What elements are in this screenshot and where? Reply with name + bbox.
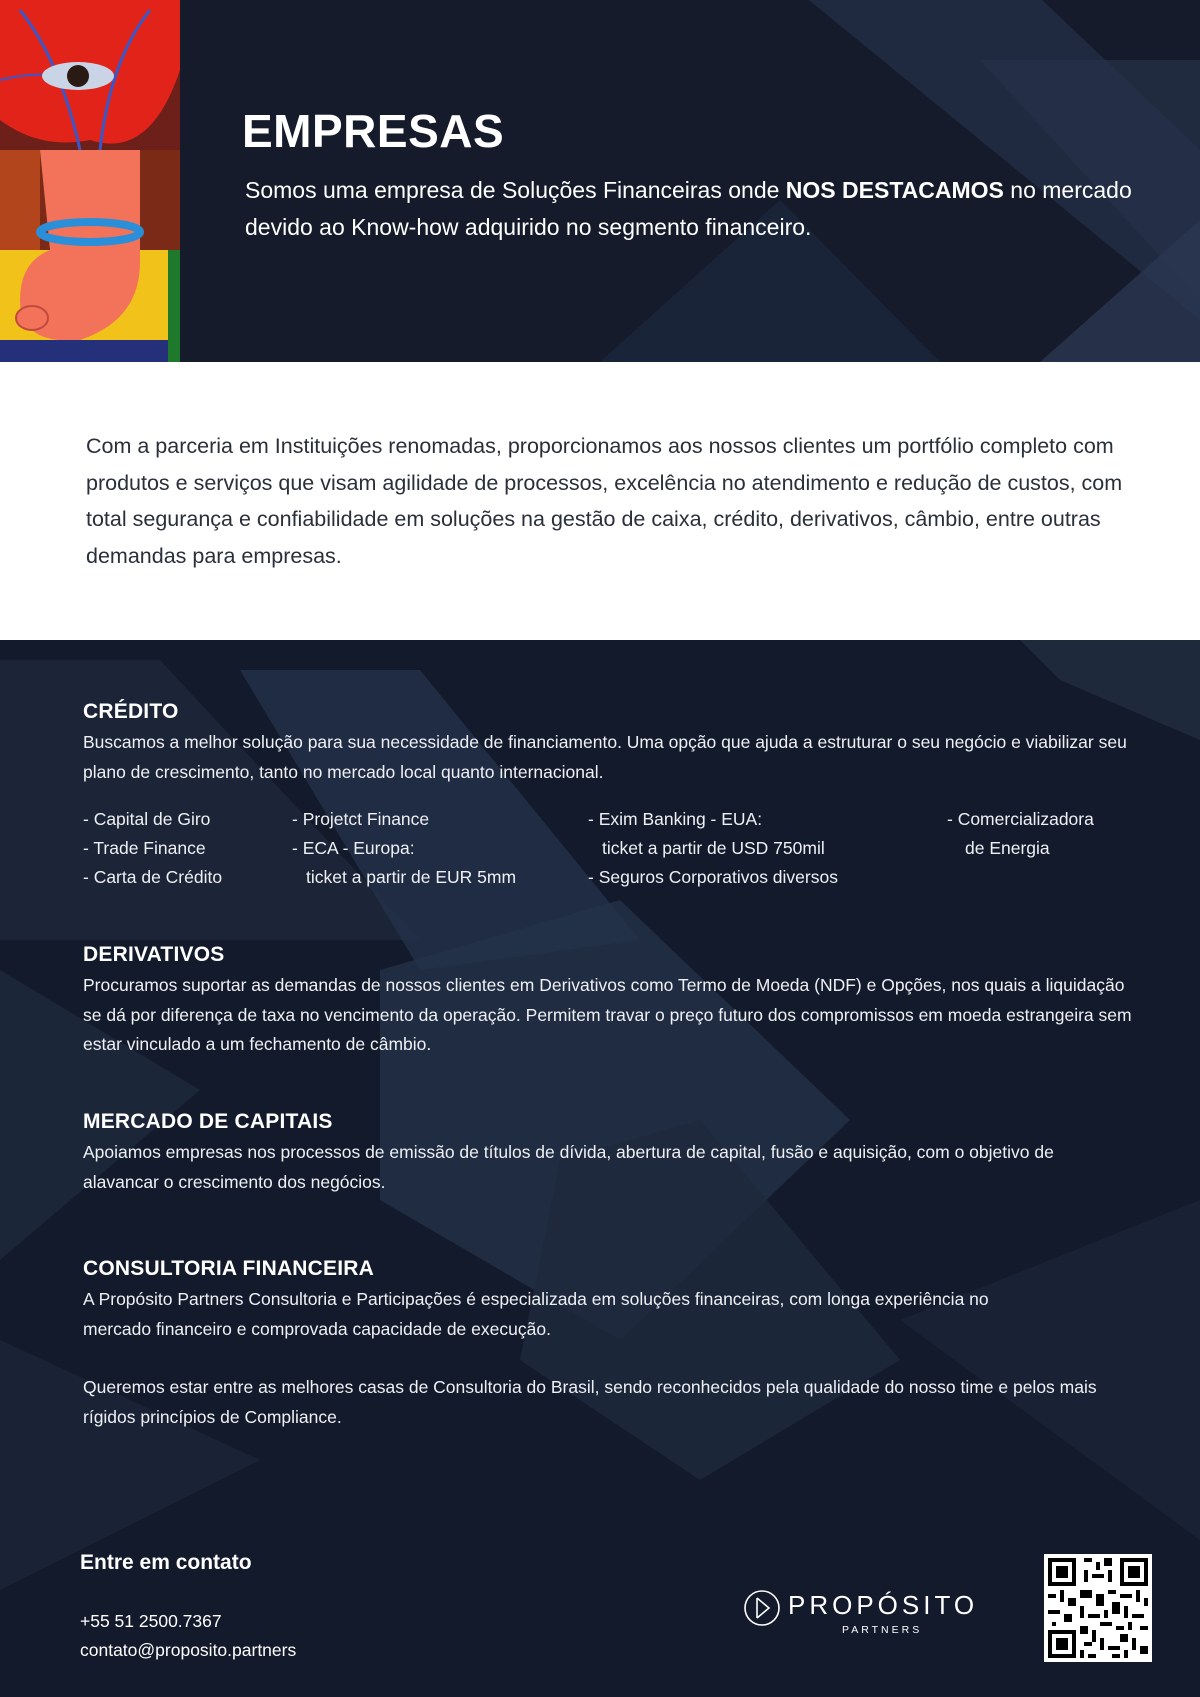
list-item: - Comercializadora [947,809,1094,829]
consultoria-title: CONSULTORIA FINANCEIRA [83,1257,375,1280]
list-item: - ECA - Europa: [292,838,415,858]
contact-title: Entre em contato [80,1551,252,1574]
list-item: ticket a partir de USD 750mil [602,838,825,858]
credito-list-col2 [292,805,516,892]
contact-email[interactable]: contato@proposito.partners [80,1640,297,1660]
list-item: - Projetct Finance [292,809,430,829]
derivativos-description: Procuramos suportar as demandas de nossos clientes em Derivativos como Termo de Moeda (NDF) e Opções, nos quais a liquidação se dá por diferença de taxa no vencimento da operação. Permitem travar o preço futuro dos compromissos em moeda estrangeira sem estar vinculado a um fechamento de câmbio. [83,975,1132,1054]
about-paragraph: Com a parceria em Instituições renomadas, proporcionamos aos nossos clientes um portfólio completo com produtos e serviços que visam agilidade de processos, excelência no atendimento e redução de custos, com total segurança e confiabilidade em soluções na gestão de caixa, crédito, derivativos, câmbio, entre outras demandas para empresas. [86,434,1123,568]
header-artwork [0,0,180,362]
consultoria-description: A Propósito Partners Consultoria e Participações é especializada em soluções financeiras, com longa experiência no mercado financeiro e comprovada capacidade de execução. [83,1289,989,1339]
list-item: - Capital de Giro [83,809,211,829]
derivativos-title: DERIVATIVOS [83,943,225,966]
qr-code-icon[interactable] [1044,1554,1152,1662]
consultoria-description-2: Queremos estar entre as melhores casas de Consultoria do Brasil, sendo reconhecidos pela qualidade do nosso time e pelos mais rígidos princípios de Compliance. [83,1377,1097,1427]
about-band [0,362,1200,640]
logo-mark-icon [742,1588,782,1628]
list-item: - Carta de Crédito [83,867,223,887]
intro-highlight: NOS DESTACAMOS [785,177,1004,203]
proposito-logo [742,1582,979,1642]
credito-list-col3 [588,805,838,892]
mercado-description: Apoiamos empresas nos processos de emissão de títulos de dívida, abertura de capital, fusão e aquisição, com o objetivo de alavancar o crescimento dos negócios. [83,1142,1054,1192]
intro-text-start: Somos uma empresa de Soluções Financeiras onde [245,177,786,203]
list-item: - Trade Finance [83,838,206,858]
list-item: - Exim Banking - EUA: [588,809,763,829]
logo-subtitle: PARTNERS [842,1624,923,1636]
services-section [0,640,1200,1697]
list-item: de Energia [965,838,1050,858]
page-title: EMPRESAS [242,105,505,157]
header-intro [245,172,1145,246]
list-item: ticket a partir de EUR 5mm [306,867,517,887]
credito-description: Buscamos a melhor solução para sua necessidade de financiamento. Uma opção que ajuda a estruturar o seu negócio e viabilizar seu plano de crescimento, tanto no mercado local quanto internacional. [83,732,1127,782]
credito-list-col1 [83,805,222,892]
intro-text-end: no mercado devido ao Know-how adquirido no segmento financeiro. [245,177,1132,240]
credito-list-col4 [947,805,1094,863]
header-banner [0,0,1200,362]
mercado-title: MERCADO DE CAPITAIS [83,1110,333,1133]
logo-wordmark: PROPÓSITO [788,1590,979,1620]
credito-title: CRÉDITO [83,700,179,723]
list-item: - Seguros Corporativos diversos [588,867,838,887]
contact-phone[interactable]: +55 51 2500.7367 [80,1611,222,1631]
